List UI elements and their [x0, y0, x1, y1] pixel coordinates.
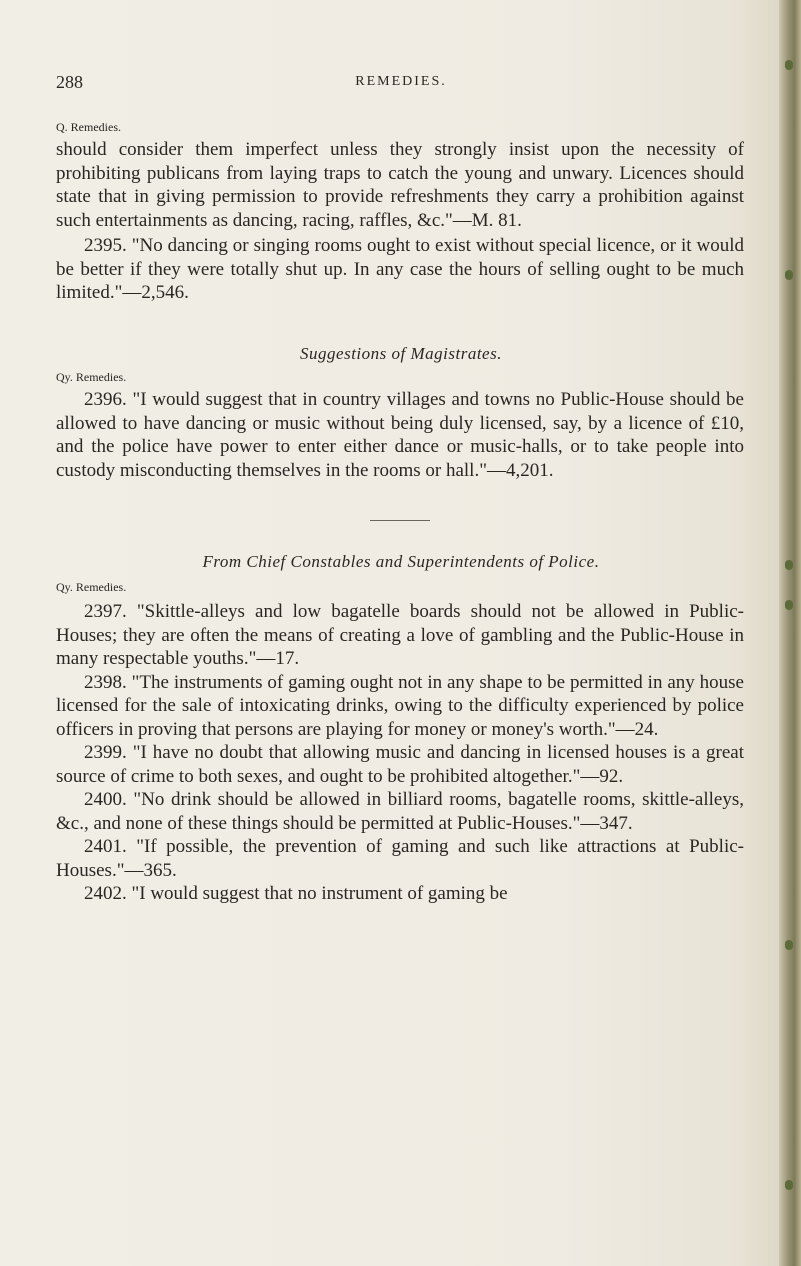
paragraph-2401: 2401. "If possible, the prevention of gaming and such like attractions at Public-Houses."—365. [56, 836, 744, 881]
section-heading-police: From Chief Constables and Superintendents of Police. [202, 552, 600, 571]
text-block-2396 [56, 388, 744, 482]
paragraph-continuation: should consider them imperfect unless they strongly insist upon the necessity of prohibiting publicans from laying traps to catch the young and unwary. Licences should state that in giving permission to provide refreshments they carry a prohibition against such entertainments as dancing, racing, raffles, &c."—M. 81. [56, 139, 744, 231]
edge-stain [785, 270, 793, 280]
text-block-2395 [56, 234, 744, 305]
page-edge-binding [779, 0, 801, 1266]
marginal-label: Qy. Remedies. [56, 580, 127, 594]
edge-stain [785, 560, 793, 570]
paragraph-2396: 2396. "I would suggest that in country villages and towns no Public-House should be allowed to have dancing or music without being duly licensed, say, by a licence of £10, and the police have power to enter either dance or music-halls, or to take people into custody misconducting themselves in the rooms or hall."—4,201. [56, 389, 744, 481]
section-heading-magistrates: Suggestions of Magistrates. [300, 344, 502, 363]
text-block-police [56, 600, 744, 906]
page-header [56, 72, 746, 96]
edge-stain [785, 940, 793, 950]
edge-stain [785, 60, 793, 70]
paragraph-2395: 2395. "No dancing or singing rooms ought to exist without special licence, or it would be better if they were totally shut up. In any case the hours of selling ought to be much limited."—2,546. [56, 235, 744, 303]
page-number: 288 [56, 72, 83, 92]
running-head: REMEDIES. [355, 74, 447, 89]
text-block-continuation [56, 138, 744, 232]
edge-stain [785, 600, 793, 610]
marginal-label: Q. Remedies. [56, 120, 121, 134]
paragraph-2397: 2397. "Skittle-alleys and low bagatelle boards should not be allowed in Public-Houses; they are often the means of creating a love of gambling and the Public-House in many respectable youths."—17. [56, 601, 744, 669]
paragraph-2400: 2400. "No drink should be allowed in billiard rooms, bagatelle rooms, skittle-alleys, &c., and none of these things should be permitted at Public-Houses."—347. [56, 789, 744, 834]
paragraph-2399: 2399. "I have no doubt that allowing music and dancing in licensed houses is a great source of crime to both sexes, and ought to be prohibited altogether."—92. [56, 742, 744, 787]
paragraph-2402: 2402. "I would suggest that no instrument of gaming be [84, 883, 508, 904]
marginal-label: Qy. Remedies. [56, 370, 127, 384]
section-divider [370, 520, 430, 521]
edge-stain [785, 1180, 793, 1190]
paragraph-2398: 2398. "The instruments of gaming ought not in any shape to be permitted in any house licensed for the sale of intoxicating drinks, owing to the difficulty experienced by police officers in proving that persons are playing for money or money's worth."—24. [56, 671, 744, 740]
